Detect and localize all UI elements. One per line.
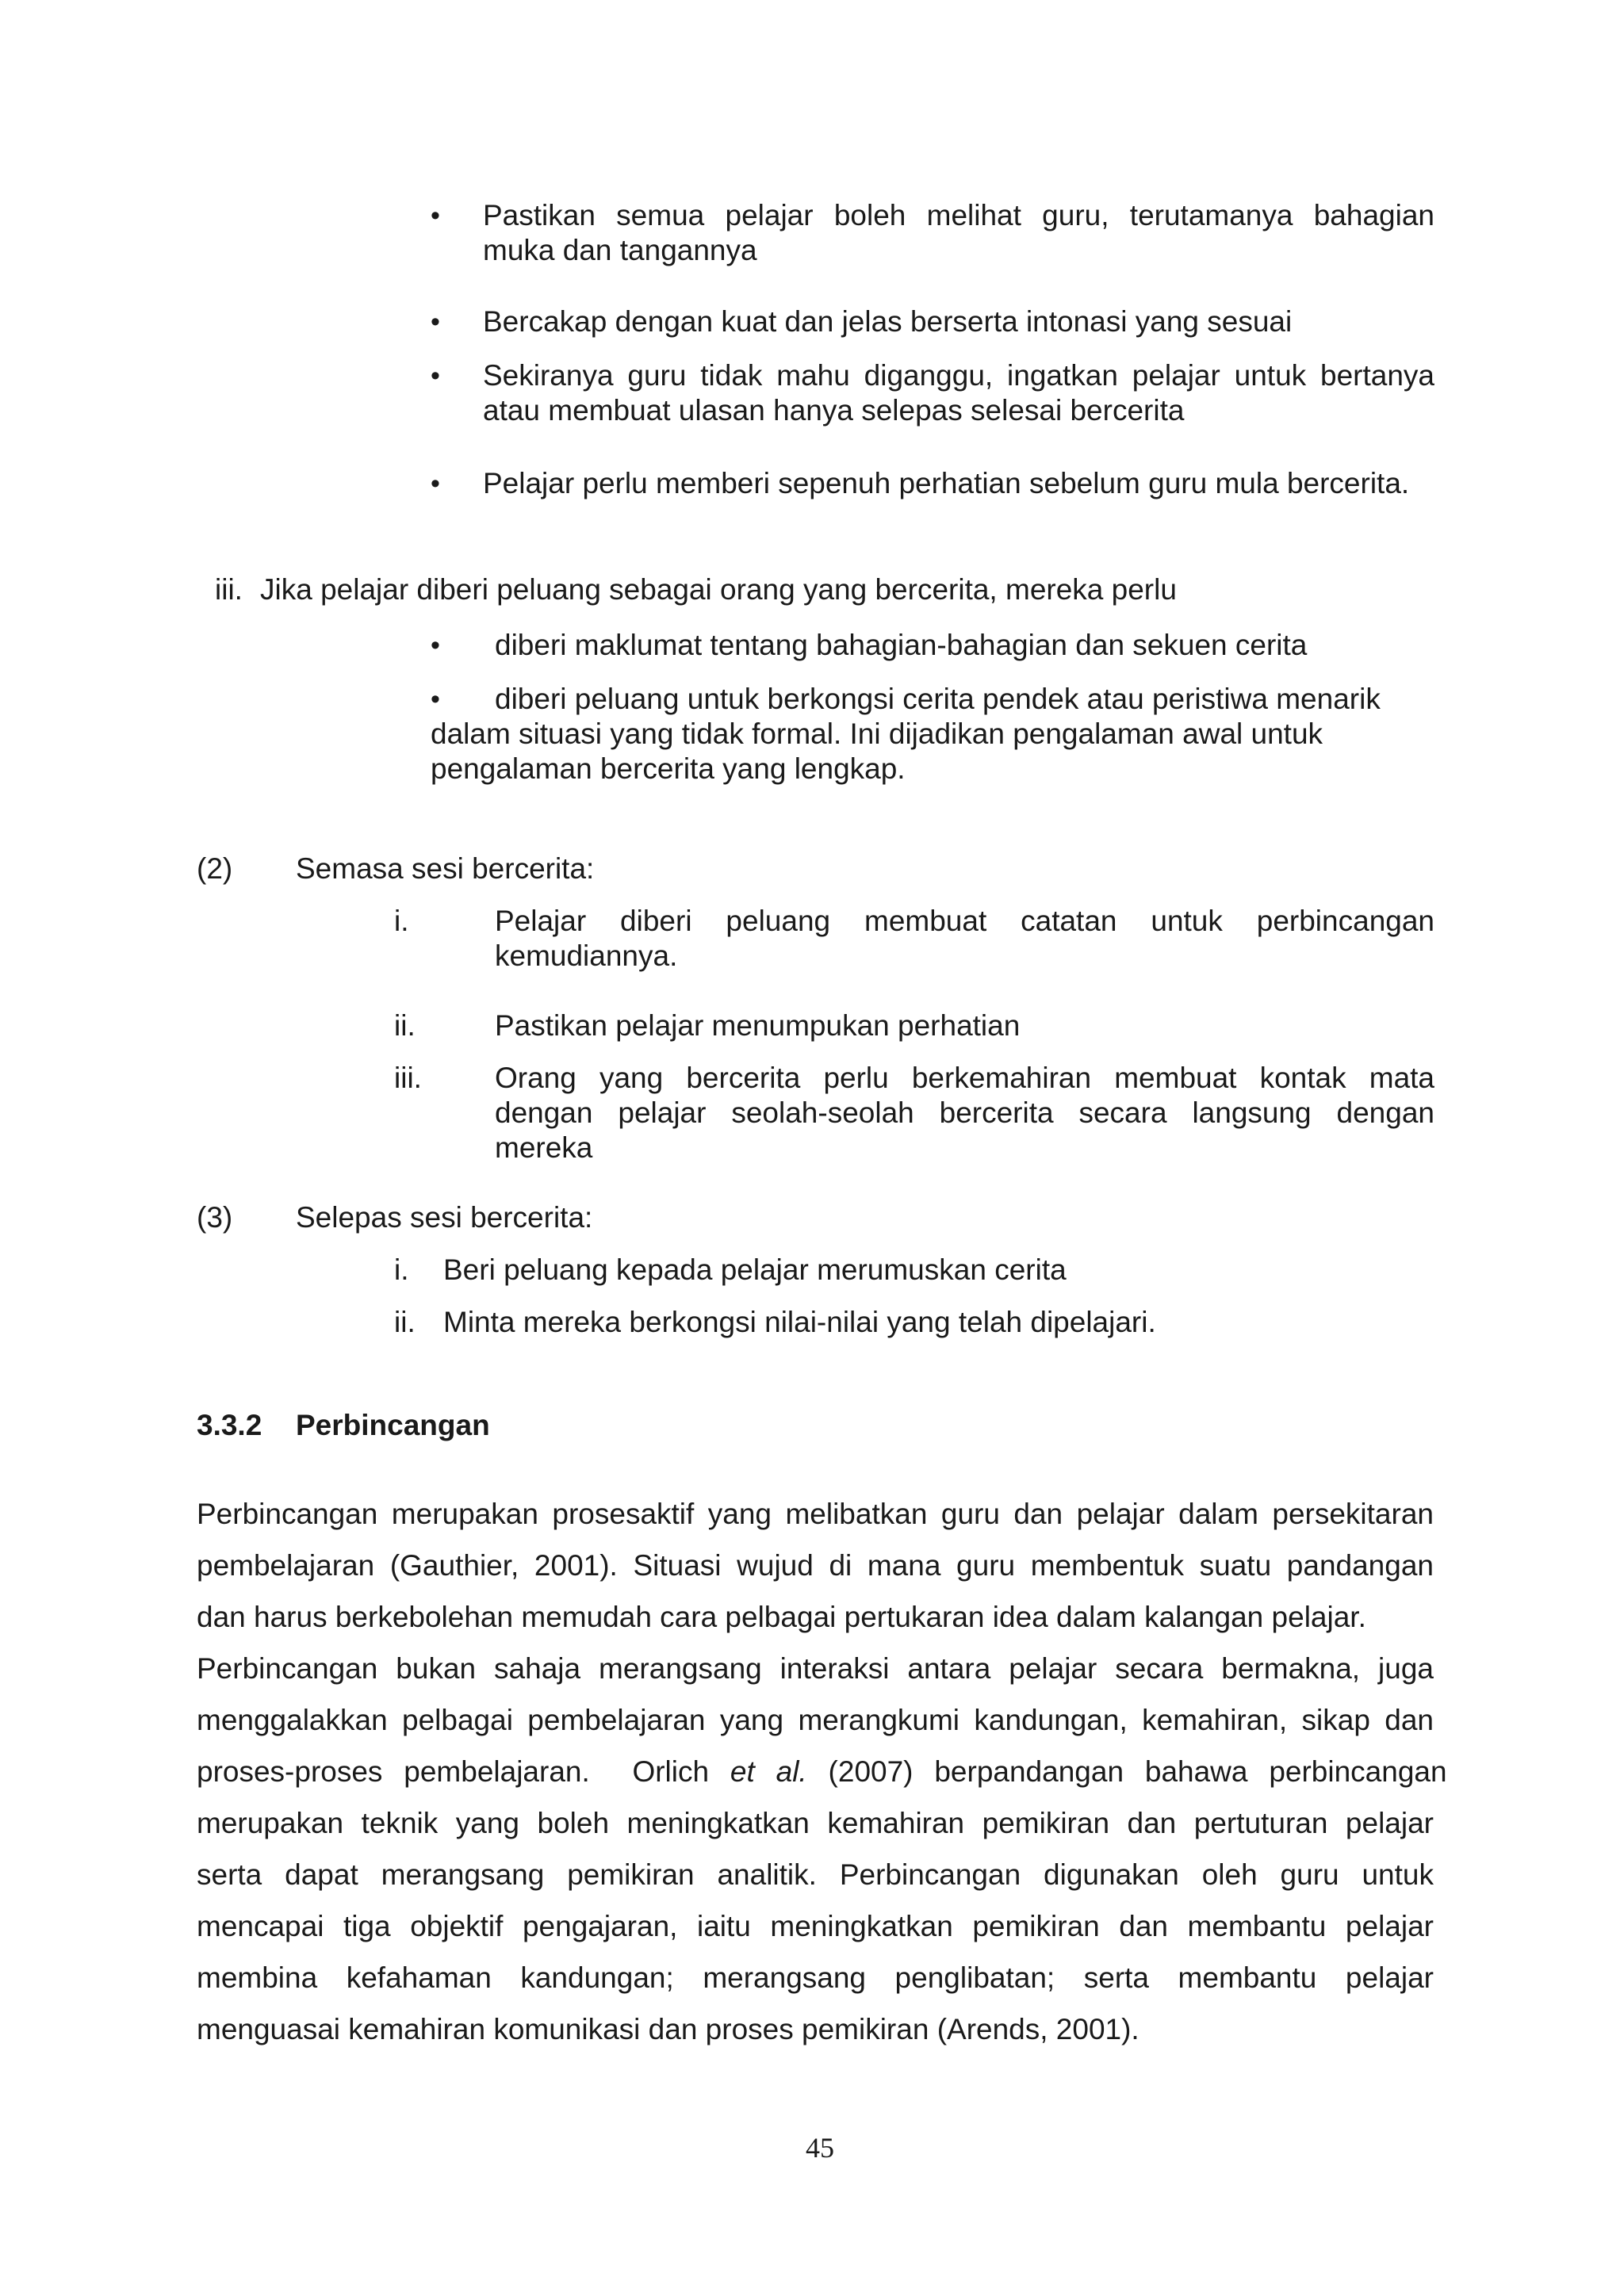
step-number: (2) — [197, 852, 233, 885]
item-text: Pelajar diberi peluang membuat catatan untuk perbincangan — [495, 905, 1434, 937]
paragraph-line: serta dapat merangsang pemikiran analitik. Perbincangan digunakan oleh guru untuk — [197, 1858, 1434, 1891]
section-title: Perbincangan — [296, 1409, 490, 1441]
paragraph-line: merupakan teknik yang boleh meningkatkan kemahiran pemikiran dan pertuturan pelajar — [197, 1807, 1434, 1839]
item-text: dengan pelajar seolah-seolah bercerita secara langsung dengan — [495, 1096, 1434, 1129]
item-label: i. — [394, 1253, 409, 1286]
page-number: 45 — [806, 2132, 834, 2164]
bullet-text: pengalaman bercerita yang lengkap. — [431, 752, 906, 785]
item-text: Beri peluang kepada pelajar merumuskan cerita — [443, 1253, 1067, 1286]
bullet-text: atau membuat ulasan hanya selepas selesai bercerita — [483, 394, 1185, 427]
bullet-text: Bercakap dengan kuat dan jelas berserta intonasi yang sesuai — [483, 305, 1293, 338]
paragraph-line: mencapai tiga objektif pengajaran, iaitu meningkatkan pemikiran dan membantu pelajar — [197, 1910, 1434, 1942]
step-number: (3) — [197, 1201, 233, 1234]
paragraph-line: menguasai kemahiran komunikasi dan proses pemikiran (Arends, 2001). — [197, 2013, 1139, 2045]
item-text: mereka — [495, 1131, 593, 1164]
item-label: iii. — [215, 573, 243, 606]
italic-citation: et al. — [730, 1755, 807, 1788]
bullet-text: diberi peluang untuk berkongsi cerita pendek atau peristiwa menarik — [495, 683, 1381, 715]
step-title: Semasa sesi bercerita: — [296, 852, 595, 885]
bullet-glyph: • — [431, 684, 440, 714]
step-title: Selepas sesi bercerita: — [296, 1201, 593, 1234]
bullet-text: Pastikan semua pelajar boleh melihat guru, terutamanya bahagian — [483, 199, 1434, 232]
item-text: Minta mereka berkongsi nilai-nilai yang telah dipelajari. — [443, 1306, 1156, 1338]
bullet-glyph: • — [431, 307, 440, 337]
item-text: Jika pelajar diberi peluang sebagai orang yang bercerita, mereka perlu — [260, 573, 1177, 606]
item-text: Orang yang bercerita perlu berkemahiran membuat kontak mata — [495, 1062, 1434, 1094]
bullet-glyph: • — [431, 361, 440, 391]
line-part: proses-proses pembelajaran. Orlich — [197, 1755, 730, 1788]
paragraph-line: pembelajaran (Gauthier, 2001). Situasi wujud di mana guru membentuk suatu pandangan — [197, 1549, 1434, 1582]
paragraph-line: membina kefahaman kandungan; merangsang penglibatan; serta membantu pelajar — [197, 1961, 1434, 1994]
paragraph-line: Perbincangan bukan sahaja merangsang interaksi antara pelajar secara bermakna, juga — [197, 1652, 1434, 1685]
paragraph-line — [197, 1755, 1447, 1789]
item-label: ii. — [394, 1306, 416, 1338]
bullet-text: diberi maklumat tentang bahagian-bahagian dan sekuen cerita — [495, 629, 1308, 661]
section-number: 3.3.2 — [197, 1409, 262, 1441]
bullet-glyph: • — [431, 201, 440, 231]
bullet-glyph: • — [431, 469, 440, 499]
item-text: Pastikan pelajar menumpukan perhatian — [495, 1009, 1021, 1042]
bullet-text: dalam situasi yang tidak formal. Ini dijadikan pengalaman awal untuk — [431, 718, 1323, 750]
paragraph-line: Perbincangan merupakan prosesaktif yang melibatkan guru dan pelajar dalam persekitaran — [197, 1498, 1434, 1530]
bullet-glyph: • — [431, 630, 440, 660]
item-label: iii. — [394, 1062, 422, 1094]
item-label: ii. — [394, 1009, 416, 1042]
item-label: i. — [394, 905, 409, 937]
bullet-text: muka dan tangannya — [483, 234, 757, 266]
line-part: (2007) berpandangan bahawa perbincangan — [806, 1755, 1447, 1788]
paragraph-line: menggalakkan pelbagai pembelajaran yang merangkumi kandungan, kemahiran, sikap dan — [197, 1704, 1434, 1736]
item-text: kemudiannya. — [495, 939, 678, 972]
bullet-text: Pelajar perlu memberi sepenuh perhatian sebelum guru mula bercerita. — [483, 467, 1410, 499]
bullet-text: Sekiranya guru tidak mahu diganggu, ingatkan pelajar untuk bertanya — [483, 359, 1434, 392]
paragraph-line: dan harus berkebolehan memudah cara pelbagai pertukaran idea dalam kalangan pelajar. — [197, 1601, 1366, 1633]
